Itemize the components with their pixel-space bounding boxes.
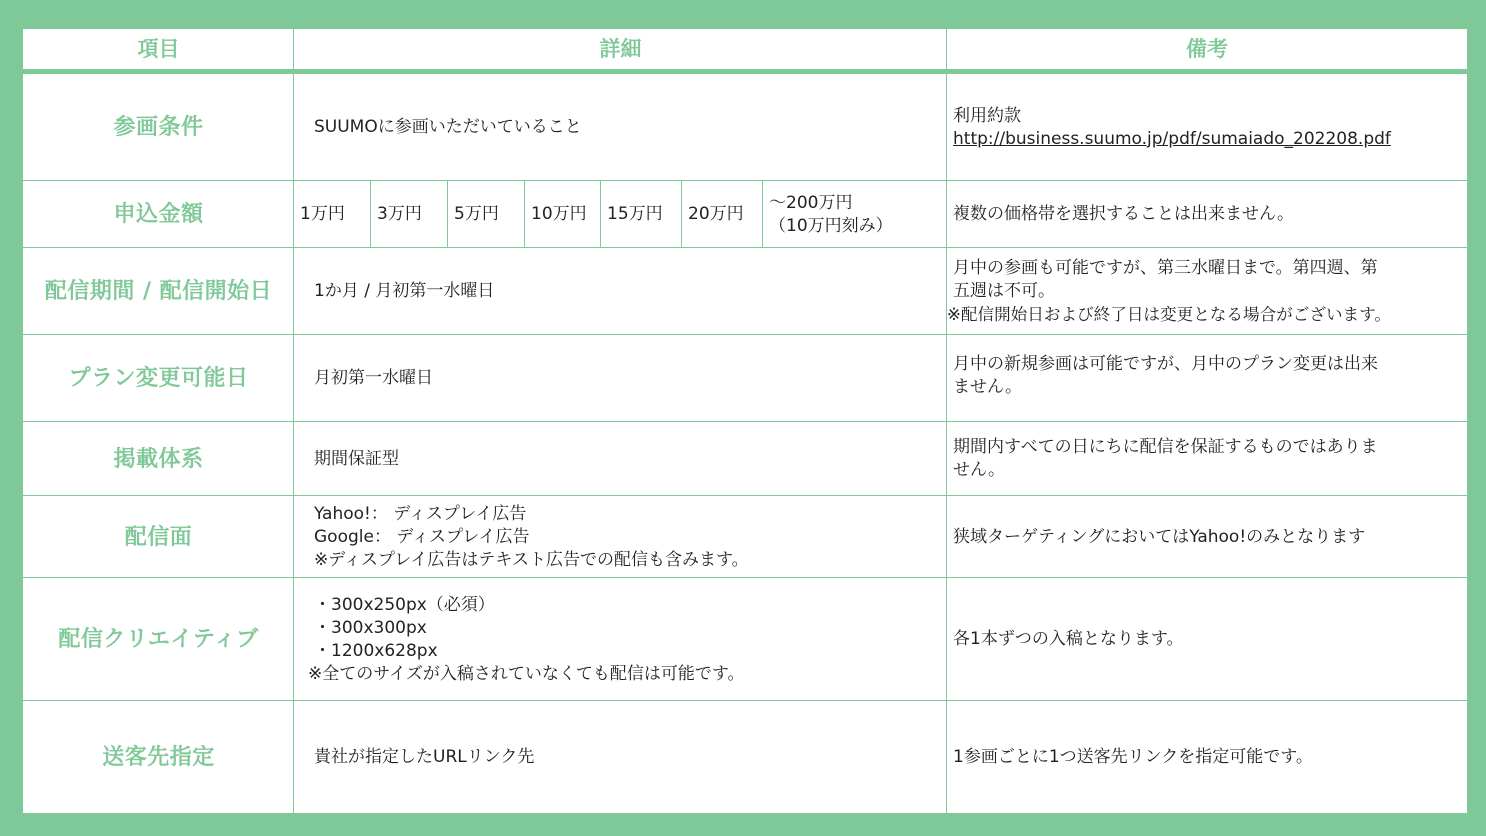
period-note-line: 五週は不可。 bbox=[953, 281, 1055, 301]
row-surface-detail bbox=[293, 495, 948, 579]
price-range-max: ～200万円 bbox=[769, 192, 853, 213]
row-participation-item: 参画条件 bbox=[22, 69, 295, 182]
price-option: 3万円 bbox=[370, 180, 449, 249]
row-creative-detail bbox=[293, 577, 948, 702]
row-creative-note: 各1本ずつの入稿となります。 bbox=[946, 577, 1468, 702]
row-system-item: 掲載体系 bbox=[22, 421, 295, 497]
row-participation-note bbox=[946, 69, 1468, 182]
price-range-step: （10万円刻み） bbox=[769, 215, 893, 236]
price-option-range bbox=[762, 180, 948, 249]
row-period-note bbox=[946, 247, 1468, 336]
price-option: 10万円 bbox=[524, 180, 602, 249]
row-plan-change-note bbox=[946, 334, 1468, 423]
creative-size: ・300x250px（必須） bbox=[314, 594, 495, 615]
header-item: 項目 bbox=[22, 28, 295, 71]
surface-footnote: ※ディスプレイ広告はテキスト広告での配信も含みます。 bbox=[314, 549, 749, 570]
terms-link[interactable]: http://business.suumo.jp/pdf/sumaiado_202208.pdf bbox=[953, 128, 1391, 149]
period-note-line: 月中の参画も可能ですが、第三水曜日まで。第四週、第 bbox=[953, 258, 1378, 278]
row-destination-item: 送客先指定 bbox=[22, 700, 295, 814]
terms-label: 利用約款 bbox=[953, 105, 1021, 126]
row-amount-note: 複数の価格帯を選択することは出来ません。 bbox=[946, 180, 1468, 249]
system-note-line: せん。 bbox=[953, 460, 1006, 480]
header-note: 備考 bbox=[946, 28, 1468, 71]
plan-change-note-line: ません。 bbox=[953, 377, 1023, 397]
header-detail: 詳細 bbox=[293, 28, 948, 71]
plan-change-note-line: 月中の新規参画は可能ですが、月中のプラン変更は出来 bbox=[953, 354, 1378, 374]
row-surface-item: 配信面 bbox=[22, 495, 295, 579]
row-destination-detail: 貴社が指定したURLリンク先 bbox=[293, 700, 948, 814]
creative-footnote: ※全てのサイズが入稿されていなくても配信は可能です。 bbox=[308, 663, 745, 684]
surface-google: Google： ディスプレイ広告 bbox=[314, 526, 530, 547]
creative-size: ・1200x628px bbox=[314, 640, 438, 661]
row-system-detail: 期間保証型 bbox=[293, 421, 948, 497]
row-system-note bbox=[946, 421, 1468, 497]
row-creative-item: 配信クリエイティブ bbox=[22, 577, 295, 702]
price-option: 20万円 bbox=[681, 180, 764, 249]
row-participation-detail: SUUMOに参画いただいていること bbox=[293, 69, 948, 182]
row-plan-change-detail: 月初第一水曜日 bbox=[293, 334, 948, 423]
price-option: 1万円 bbox=[293, 180, 372, 249]
creative-size: ・300x300px bbox=[314, 617, 427, 638]
price-option: 15万円 bbox=[600, 180, 683, 249]
surface-yahoo: Yahoo!： ディスプレイ広告 bbox=[314, 503, 527, 524]
period-note-line: ※配信開始日および終了日は変更となる場合がございます。 bbox=[947, 305, 1392, 324]
row-amount-item: 申込金額 bbox=[22, 180, 295, 249]
row-period-item: 配信期間 / 配信開始日 bbox=[22, 247, 295, 336]
row-plan-change-item: プラン変更可能日 bbox=[22, 334, 295, 423]
price-option: 5万円 bbox=[447, 180, 526, 249]
row-destination-note: 1参画ごとに1つ送客先リンクを指定可能です。 bbox=[946, 700, 1468, 814]
row-surface-note: 狭域ターゲティングにおいてはYahoo!のみとなります bbox=[946, 495, 1468, 579]
system-note-line: 期間内すべての日にちに配信を保証するものではありま bbox=[953, 437, 1378, 457]
row-period-detail: 1か月 / 月初第一水曜日 bbox=[293, 247, 948, 336]
